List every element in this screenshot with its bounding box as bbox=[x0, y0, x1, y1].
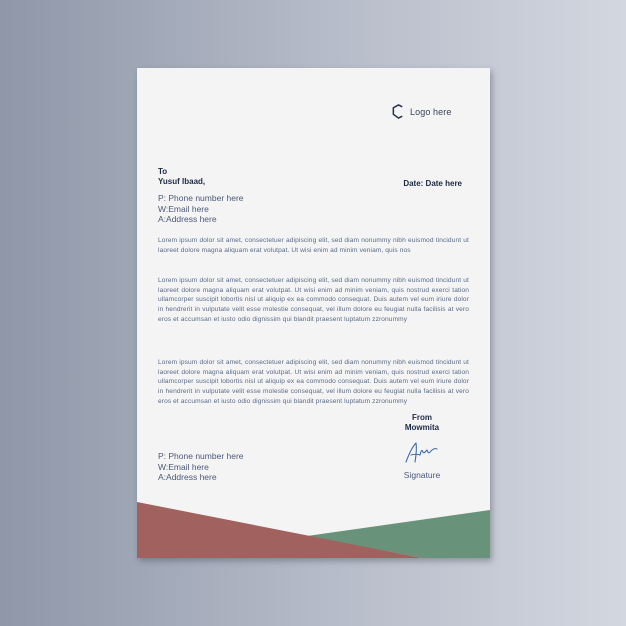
body-paragraph-1: Lorem ipsum dolor sit amet, consectetuer adipiscing elit, sed diam nonummy nibh euismod tincidunt ut laoreet dolore magna aliquam erat volutpat. Ut wisi enim ad minim veniam, quis nos bbox=[158, 237, 469, 254]
contact-info-bottom bbox=[158, 451, 244, 483]
email-line: W:Email here bbox=[158, 461, 209, 472]
from-label: From bbox=[412, 413, 432, 422]
letterhead-page bbox=[137, 68, 490, 558]
address-line: A:Address here bbox=[158, 472, 217, 482]
contact-info-top bbox=[158, 193, 244, 225]
phone-line: P: Phone number here bbox=[158, 451, 244, 461]
date-line: Date: Date here bbox=[403, 179, 462, 188]
hexagon-logo-icon bbox=[391, 104, 406, 119]
signature-scribble-icon bbox=[403, 440, 439, 466]
signature-label: Signature bbox=[403, 470, 441, 480]
address-line: A:Address here bbox=[158, 214, 217, 224]
sender-name: Mowmita bbox=[404, 423, 440, 432]
footer-band bbox=[137, 496, 490, 558]
logo bbox=[391, 104, 451, 119]
to-label: To bbox=[158, 167, 168, 176]
phone-line: P: Phone number here bbox=[158, 193, 244, 203]
email-line: W:Email here bbox=[158, 203, 209, 214]
recipient-name: Yusuf Ibaad, bbox=[158, 177, 206, 186]
body-paragraph-3: Lorem ipsum dolor sit amet, consectetuer adipiscing elit, sed diam nonummy nibh euismod tincidunt ut laoreet dolore magna aliquam erat volutpat. Ut wisi enim ad minim veniam, quis nostrud exerci tation ullamcorper suscipit lobortis nisl ut aliquip ex ea commodo consequat. Duis autem vel eum iriure dolor in hendrerit in vulputate velit esse molestie consequat, vel illum dolore eu feugiat nulla facilisis at vero eros et accumsan et iusto odio dignissim qui blandit praesent luptatum zzronummy bbox=[158, 359, 469, 405]
logo-text: Logo here bbox=[410, 106, 452, 117]
body-paragraph-2: Lorem ipsum dolor sit amet, consectetuer adipiscing elit, sed diam nonummy nibh euismod tincidunt ut laoreet dolore magna aliquam erat volutpat. Ut wisi enim ad minim veniam, quis nostrud exerci tation ullamcorper suscipit lobortis nisl ut aliquip ex ea commodo consequat. Duis autem vel eum iriure dolor in hendrerit in vulputate velit esse molestie consequat, vel illum dolore eu feugiat nulla facilisis at vero eros et accumsan et iusto odio dignissim qui blandit praesent luptatum zzronummy bbox=[158, 277, 469, 323]
